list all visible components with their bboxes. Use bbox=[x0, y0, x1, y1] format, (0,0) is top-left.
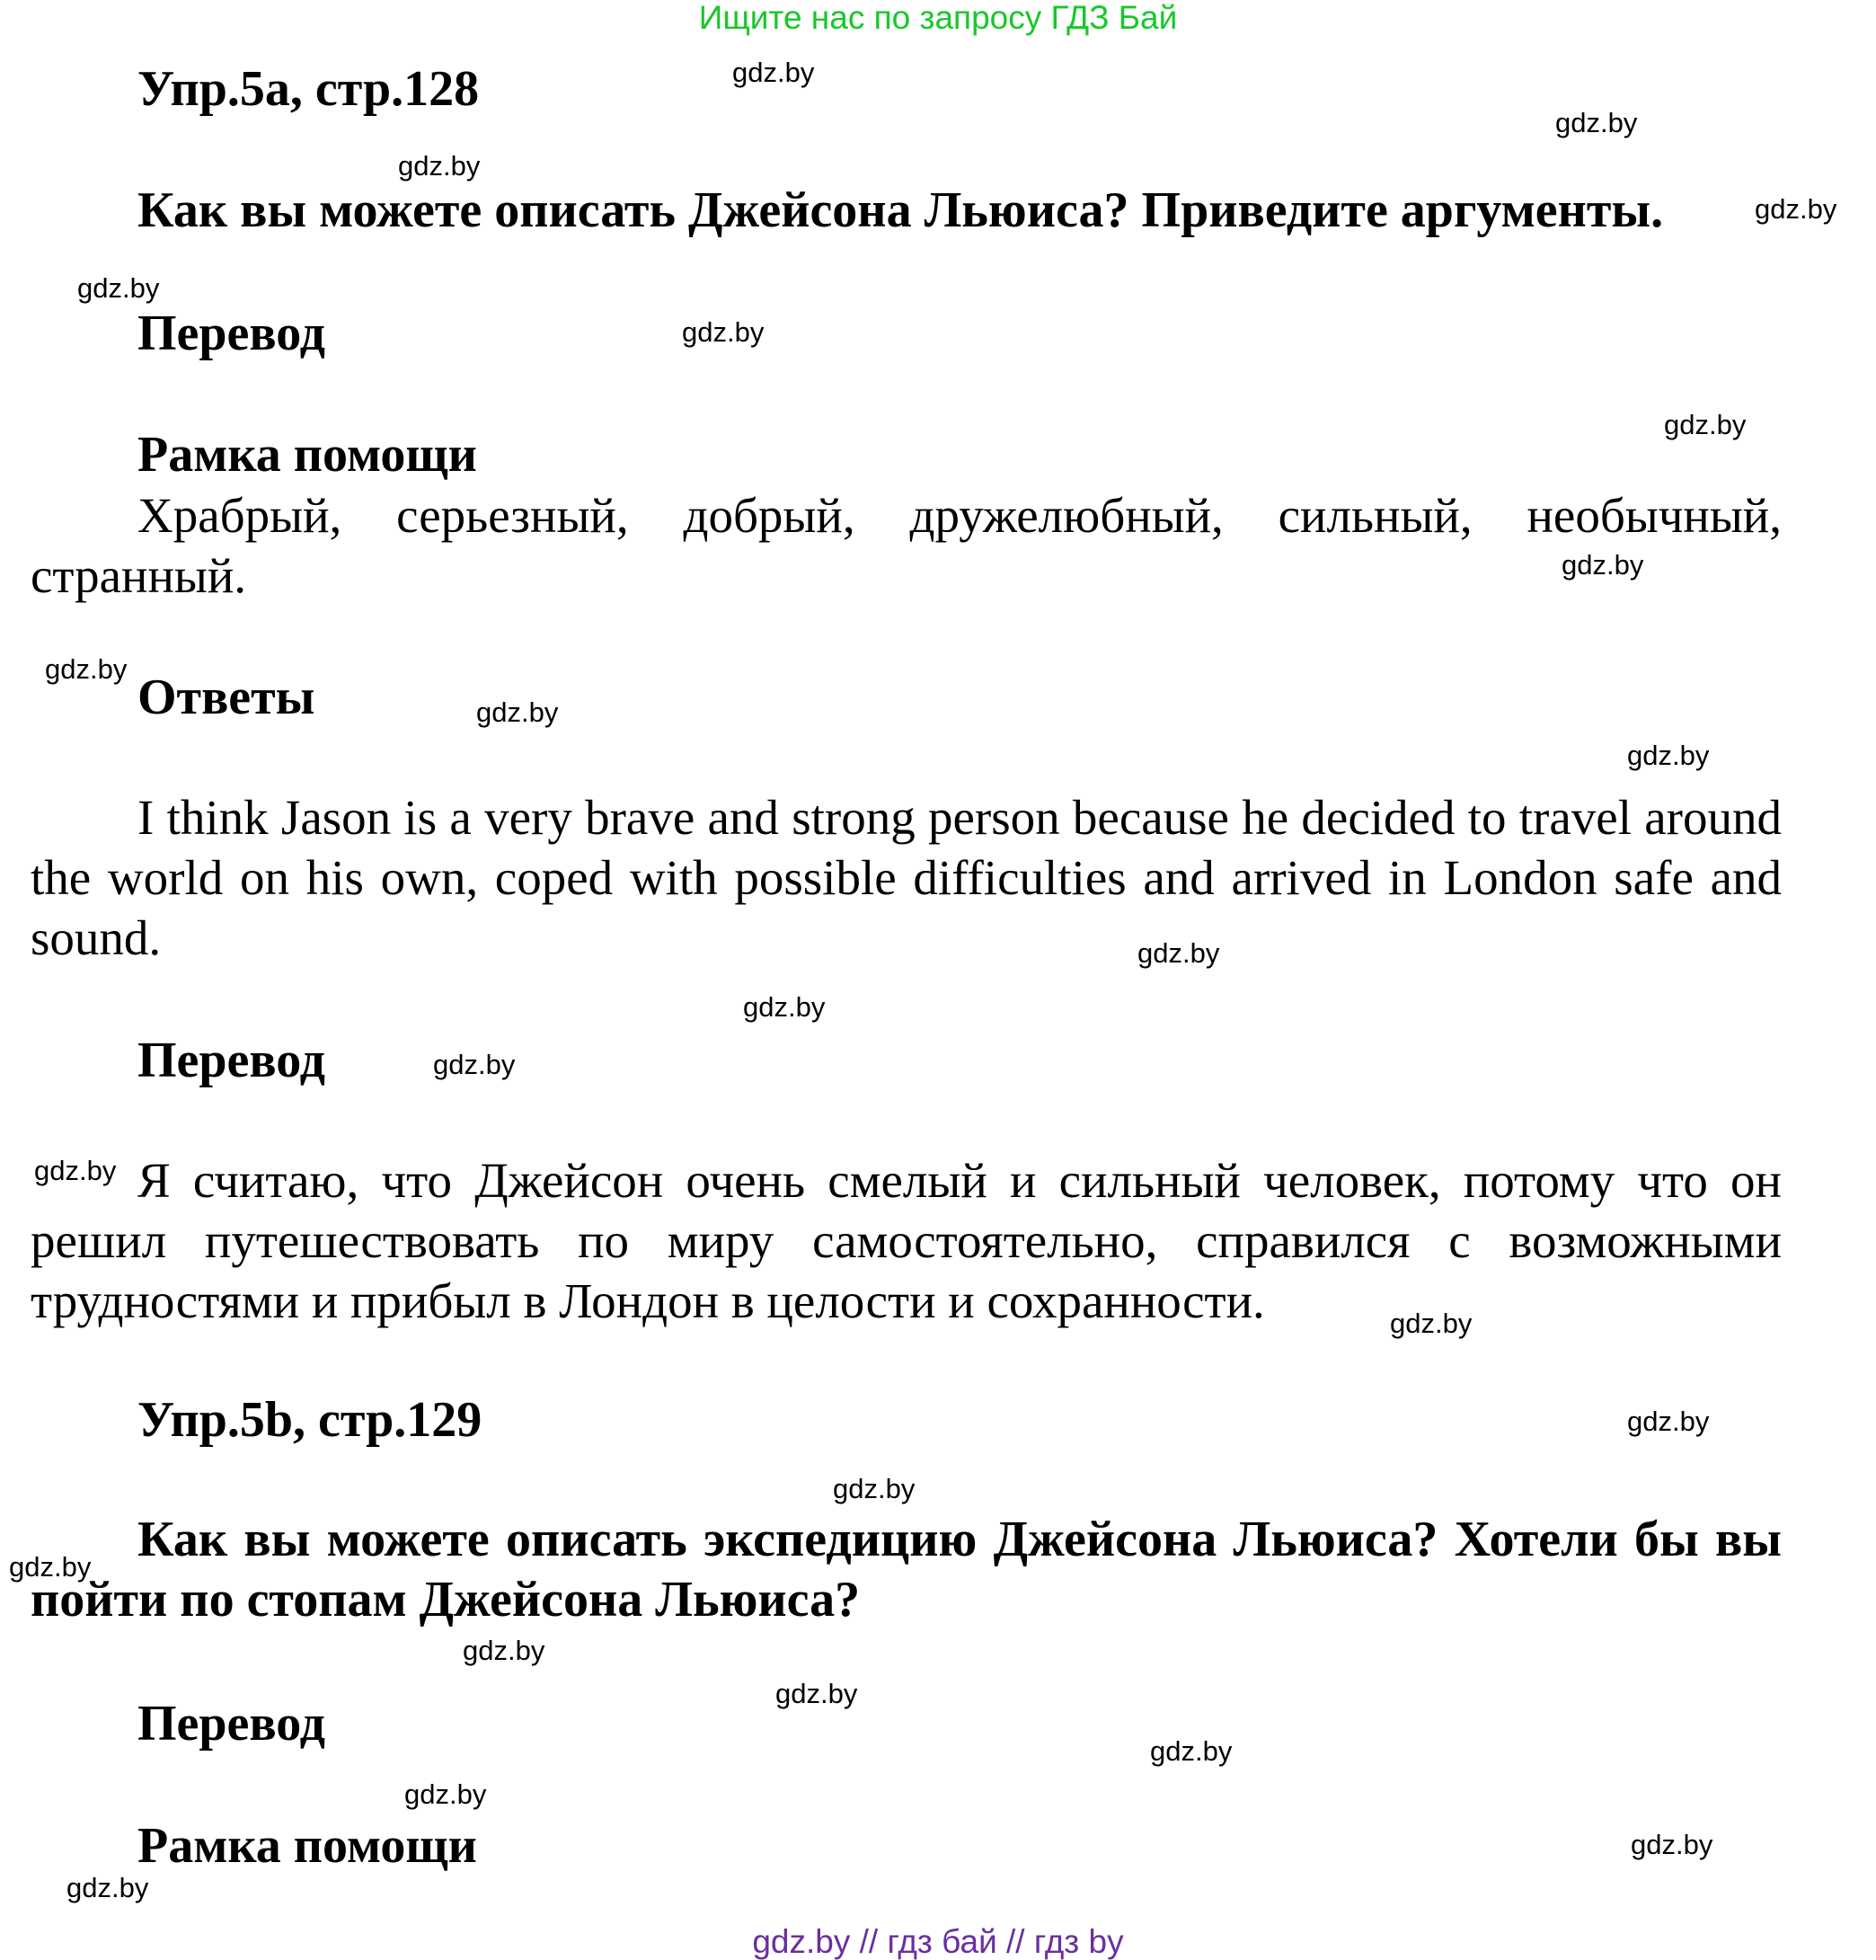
exercise-b-title: Упр.5b, стр.129 bbox=[137, 1392, 482, 1448]
watermark: gdz.by bbox=[1664, 409, 1747, 440]
watermark: gdz.by bbox=[9, 1551, 92, 1583]
exercise-a-help-heading: Рамка помощи bbox=[137, 427, 477, 483]
exercise-a-help-text: Храбрый, серьезный, добрый, дружелюбный, сильный, необычный, странный. bbox=[31, 488, 1782, 603]
watermark: gdz.by bbox=[833, 1473, 916, 1504]
watermark: gdz.by bbox=[1390, 1308, 1473, 1339]
watermark: gdz.by bbox=[743, 991, 826, 1023]
watermark: gdz.by bbox=[45, 653, 128, 685]
watermark: gdz.by bbox=[1150, 1735, 1233, 1767]
watermark: gdz.by bbox=[775, 1678, 858, 1709]
top-banner: Ищите нас по запросу ГДЗ Бай bbox=[698, 0, 1178, 36]
watermark: gdz.by bbox=[398, 150, 481, 182]
watermark: gdz.by bbox=[1627, 740, 1710, 771]
watermark: gdz.by bbox=[463, 1635, 545, 1666]
exercise-a-answer-translation-text: Я считаю, что Джейсон очень смелый и сильный человек, потому что он решил путешествовать по миру самостоятельно, справился с возможными трудностями и прибыл в Лондон в целости и сохранности. bbox=[31, 1153, 1782, 1328]
watermark: gdz.by bbox=[1555, 107, 1638, 138]
watermark: gdz.by bbox=[1627, 1406, 1710, 1437]
watermark: gdz.by bbox=[404, 1778, 487, 1810]
exercise-b-task: Как вы можете описать экспедицию Джейсона Льюиса? Хотели бы вы пойти по стопам Джейсона Льюиса? bbox=[31, 1512, 1782, 1627]
watermark: gdz.by bbox=[476, 696, 559, 728]
exercise-a-task: Как вы можете описать Джейсона Льюиса? Приведите аргументы. bbox=[137, 182, 1664, 238]
exercise-a-answer-text: I think Jason is a very brave and strong person because he decided to travel around the world on his own, coped with possible difficulties and arrived in London safe and sound. bbox=[31, 790, 1782, 965]
watermark: gdz.by bbox=[433, 1049, 516, 1080]
exercise-a-answers-heading: Ответы bbox=[137, 670, 315, 725]
watermark: gdz.by bbox=[77, 272, 160, 304]
watermark: gdz.by bbox=[682, 316, 765, 348]
exercise-b-translation-heading: Перевод bbox=[137, 1696, 325, 1752]
exercise-a-answer-translation-heading: Перевод bbox=[137, 1033, 325, 1088]
exercise-a-title: Упр.5а, стр.128 bbox=[137, 61, 480, 117]
watermark: gdz.by bbox=[1137, 937, 1220, 969]
exercise-a-translation-heading: Перевод bbox=[137, 306, 325, 361]
watermark: gdz.by bbox=[1562, 549, 1644, 581]
watermark: gdz.by bbox=[732, 57, 815, 88]
watermark: gdz.by bbox=[66, 1872, 149, 1903]
bottom-banner: gdz.by // гдз бай // гдз by bbox=[752, 1923, 1124, 1960]
watermark: gdz.by bbox=[34, 1155, 117, 1186]
exercise-b-help-heading: Рамка помощи bbox=[137, 1818, 477, 1874]
watermark: gdz.by bbox=[1755, 193, 1837, 225]
watermark: gdz.by bbox=[1631, 1829, 1713, 1860]
